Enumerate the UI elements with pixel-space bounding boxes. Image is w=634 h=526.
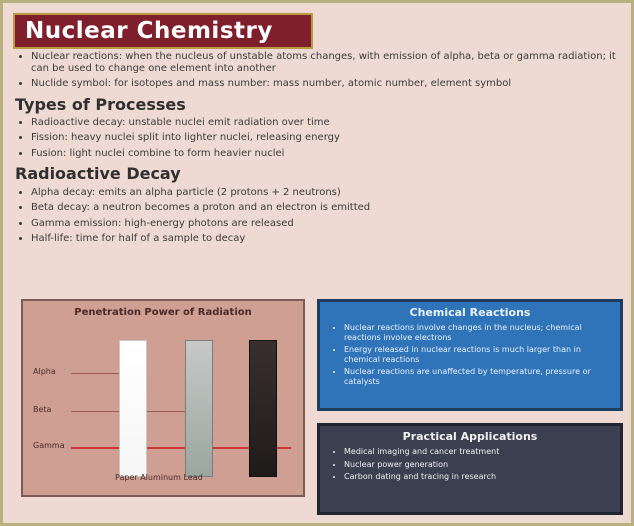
intro-bullet-2: • Nuclide symbol: for isotopes and mass number: mass number, atomic number, element symbol [31,78,625,90]
practical-applications-title: Practical Applications [402,430,538,443]
title-text: Nuclear Chemistry [25,18,273,44]
app-item-2: • Nuclear power generation [344,460,610,470]
content-bullets [15,51,625,249]
chart-y-label-alpha: Alpha [33,367,56,376]
chemical-reactions-panel [317,299,623,411]
decay-bullet-3: • Gamma emission: high-energy photons are released [31,218,625,230]
decay-bullet-2: • Beta decay: a neutron becomes a proton and an electron is emitted [31,202,625,214]
app-item-3: • Carbon dating and tracing in research [344,472,610,482]
page-title [13,13,313,49]
types-bullet-1: • Radioactive decay: unstable nuclei emit radiation over time [31,117,625,129]
aluminum-barrier [185,340,213,477]
types-header: Types of Processes [15,94,186,114]
practical-applications-panel [317,423,623,515]
decay-header: Radioactive Decay [15,164,181,184]
chem-item-1: • Nuclear reactions involve changes in the nucleus; chemical reactions involve electrons [344,323,610,342]
chemical-reactions-title: Chemical Reactions [409,306,531,319]
lead-barrier [249,340,277,477]
practical-applications-list [334,447,610,482]
app-item-1: • Medical imaging and cancer treatment [344,447,610,457]
decay-list [15,187,625,245]
intro-list [15,51,625,90]
types-list [15,117,625,160]
chart-y-label-beta: Beta [33,405,52,414]
types-bullet-2: • Fission: heavy nuclei split into lighter nuclei, releasing energy [31,132,625,144]
paper-barrier [119,340,147,477]
chart-x-label: Paper Aluminum Lead [115,473,203,482]
intro-bullet-1: • Nuclear reactions: when the nucleus of unstable atoms changes, with emission of alpha, beta or gamma radiation; it can be used to change one element into another [31,51,625,74]
chem-item-3: • Nuclear reactions are unaffected by temperature, pressure or catalysts [344,367,610,386]
decay-bullet-4: • Half-life: time for half of a sample to decay [31,233,625,245]
chem-item-2: • Energy released in nuclear reactions is much larger than in chemical reactions [344,345,610,364]
chemical-reactions-list [334,323,610,387]
decay-bullet-1: • Alpha decay: emits an alpha particle (2 protons + 2 neutrons) [31,187,625,199]
chart-title: Penetration Power of Radiation [74,307,252,318]
penetration-chart-panel [21,299,305,497]
types-bullet-3: • Fusion: light nuclei combine to form heavier nuclei [31,148,625,160]
chart-y-label-gamma: Gamma [33,441,65,450]
